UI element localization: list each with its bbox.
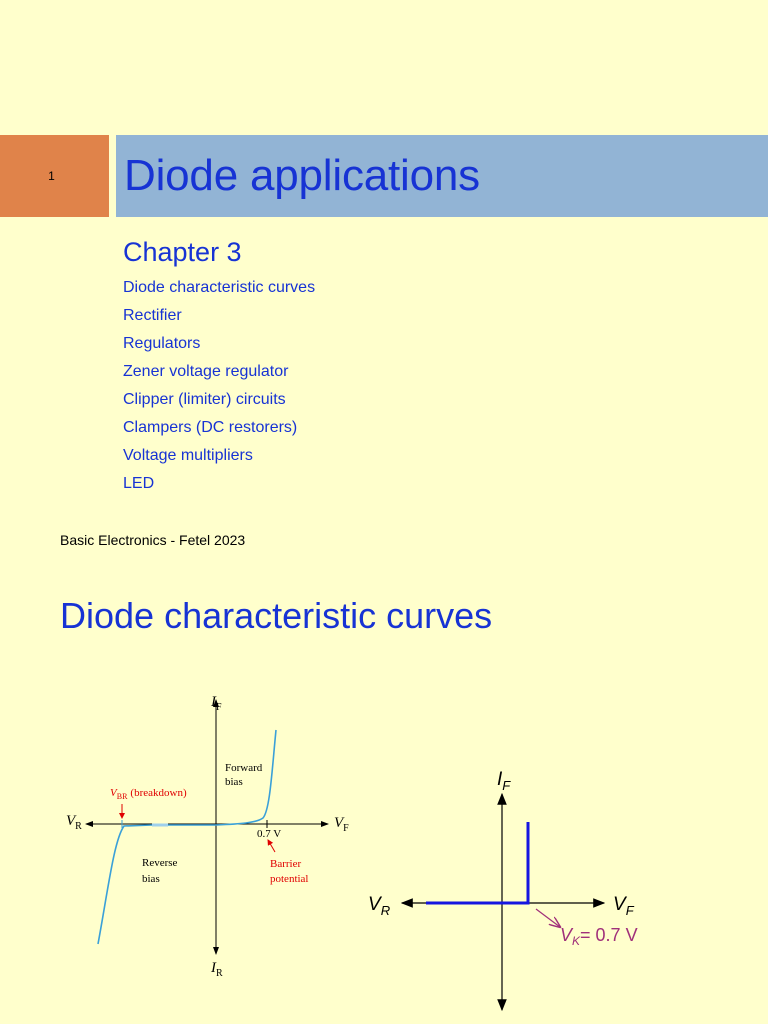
vf-label: $V_F$ [613, 894, 634, 918]
if-label: $I_F$ [211, 694, 222, 713]
diode-characteristic-figure [0, 680, 400, 980]
slide-2-title: Diode characteristic curves [60, 595, 493, 636]
topic-item: Regulators [123, 335, 201, 352]
title-bar [116, 135, 768, 217]
vr-label: $V_R$ [66, 813, 82, 832]
topic-list [123, 278, 315, 502]
topic-item: Voltage multipliers [123, 447, 253, 464]
topic-item: Zener voltage regulator [123, 363, 289, 380]
vf-label: $V_F$ [334, 815, 349, 834]
model-curve [426, 822, 528, 903]
diode-approximation-figure [360, 760, 760, 1024]
vr-label: $V_R$ [368, 894, 391, 918]
topic-item: Rectifier [123, 307, 182, 324]
slide-number: 1 [48, 169, 55, 183]
topic-item: Clampers (DC restorers) [123, 419, 298, 436]
knee-voltage-label: 0.7 V [257, 828, 282, 840]
chapter-heading: Chapter 3 [123, 237, 242, 267]
forward-bias-label: Forward bias [225, 762, 263, 788]
footer-text: Basic Electronics - Fetel 2023 [60, 532, 246, 548]
topic-item: Clipper (limiter) circuits [123, 391, 286, 408]
barrier-arrow [268, 840, 275, 852]
slide-title: Diode applications [124, 151, 480, 200]
vk-label: $V_K= 0.7$ V [560, 925, 638, 948]
topic-item: LED [123, 475, 155, 492]
if-label: $I_F$ [497, 769, 511, 793]
slide-number-box [0, 135, 109, 217]
breakdown-label: $V_{BR}$ (breakdown) [110, 787, 187, 801]
vk-arrow [536, 909, 560, 927]
barrier-potential-label: Barrier potential [270, 858, 309, 885]
topic-item: Diode characteristic curves [123, 279, 316, 296]
ir-label: $I_R$ [211, 960, 223, 979]
reverse-bias-label: Reverse bias [142, 857, 178, 885]
